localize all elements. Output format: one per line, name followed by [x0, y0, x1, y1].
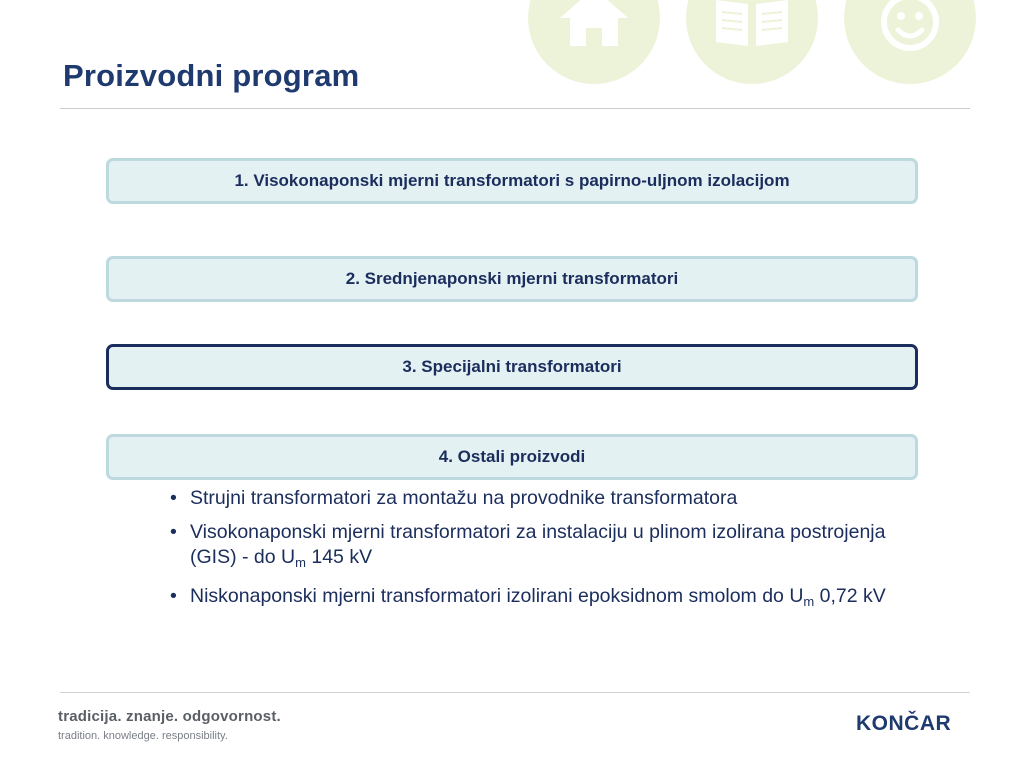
bullet-text-1: Strujni transformatori za montažu na provodnike transformatora — [190, 487, 738, 509]
list-item — [168, 486, 928, 511]
footer-divider — [60, 692, 970, 693]
book-icon — [686, 0, 818, 84]
bullet-subscript-2: m — [295, 555, 306, 570]
company-logo: KONČAR — [856, 712, 952, 735]
bullet-subscript-3: m — [803, 594, 815, 609]
bullet-text-2: Visokonaponski mjerni transformatori za instalaciju u plinom izolirana postrojenja (GIS) - do U — [190, 521, 886, 568]
smiley-icon — [844, 0, 976, 84]
page-title: Proizvodni program — [63, 58, 360, 93]
decorative-icons — [520, 0, 980, 100]
program-item-2[interactable]: 2. Srednjenaponski mjerni transformatori — [106, 256, 918, 302]
bullet-list — [168, 486, 928, 623]
program-item-4[interactable]: 4. Ostali proizvodi — [106, 434, 918, 480]
title-divider — [60, 108, 970, 109]
program-item-3[interactable]: 3. Specijalni transformatori — [106, 344, 918, 390]
footer-slogan: tradicija. znanje. odgovornost. — [58, 708, 281, 725]
footer-slogan-english: tradition. knowledge. responsibility. — [58, 730, 228, 742]
list-item — [168, 520, 928, 575]
list-item — [168, 584, 928, 614]
bullet-text-3: Niskonaponski mjerni transformatori izolirani epoksidnom smolom do U — [190, 585, 804, 607]
bullet-text-2-end: 145 kV — [305, 546, 373, 568]
program-item-1[interactable]: 1. Visokonaponski mjerni transformatori s papirno-uljnom izolacijom — [106, 158, 918, 204]
house-icon — [528, 0, 660, 84]
bullet-text-3-end: 0,72 kV — [814, 585, 886, 607]
